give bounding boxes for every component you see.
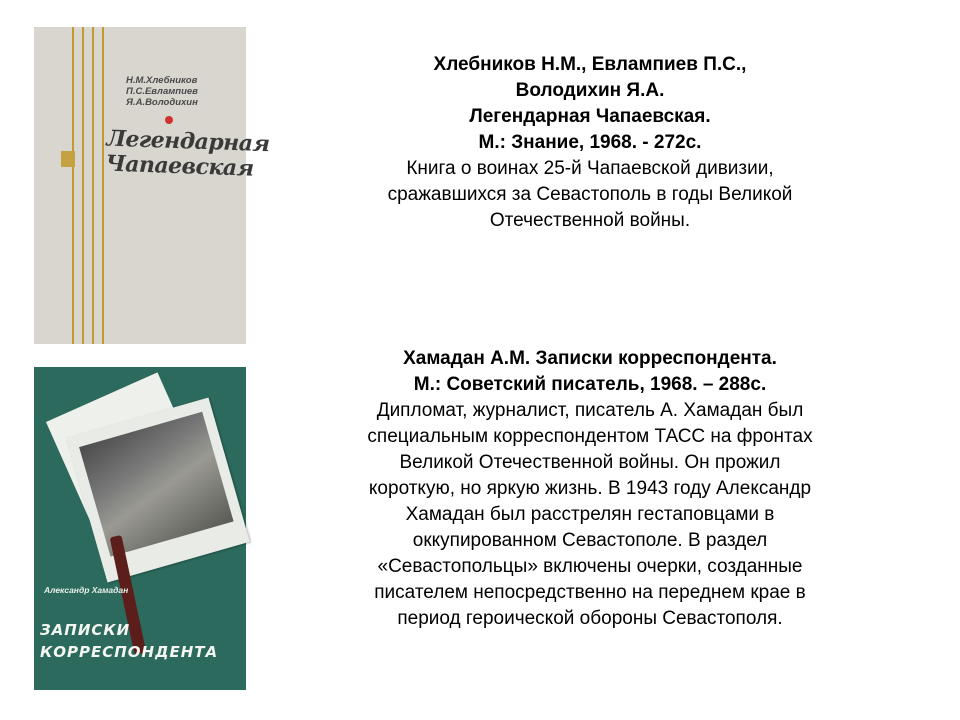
book-cover-legendarnaya-chapaevskaya (34, 27, 270, 344)
book-cover-zapiski-korrespondenta (34, 367, 246, 690)
bibliographic-line: Хлебников Н.М., Евлампиев П.С., (433, 54, 747, 75)
cover-author: П.С.Евлампиев (126, 86, 198, 97)
cover-title-line: КОРРЕСПОНДЕНТА (40, 643, 219, 661)
cover-title-line: ЗАПИСКИ (40, 621, 131, 639)
cover-stripe (102, 27, 104, 344)
cover-ornament (61, 151, 75, 167)
description-line: Книга о воинах 25-й Чапаевской дивизии, (406, 158, 774, 179)
bibliographic-line: Хамадан А.М. Записки корреспондента. (403, 348, 777, 369)
description-line: специальным корреспондентом ТАСС на фронтах (367, 426, 813, 447)
cover-author: Я.А.Володихин (126, 97, 198, 108)
cover-title-line: Легендарная (106, 125, 270, 158)
description-line: Дипломат, журналист, писатель А. Хамадан был (376, 400, 804, 421)
cover-stripe (72, 27, 74, 344)
description-line: период героической обороны Севастополя. (397, 608, 783, 629)
red-dot-icon (165, 116, 173, 124)
bibliographic-line: М.: Советский писатель, 1968. – 288с. (413, 374, 767, 395)
description-line: Великой Отечественной войны. Он прожил (399, 452, 781, 473)
description-line: Отечественной войны. (489, 210, 691, 231)
cover-stripe (82, 27, 84, 344)
cover-title (40, 619, 240, 663)
cover-authors (126, 75, 241, 108)
cover-author: Александр Хамадан (44, 585, 129, 595)
cover-title-line: Чапаевская (105, 150, 255, 182)
cover-author: Н.М.Хлебников (126, 75, 198, 86)
description-line: короткую, но яркую жизнь. В 1943 году Александр (368, 478, 812, 499)
cover-title (105, 125, 270, 182)
cover-stripe (92, 27, 94, 344)
description-line: писателем непосредственно на переднем крае в (374, 582, 806, 603)
description-line: оккупированном Севастополе. В раздел (412, 530, 768, 551)
book1-description (300, 52, 880, 234)
description-line: «Севастопольцы» включены очерки, созданные (377, 556, 803, 577)
bibliographic-line: Легендарная Чапаевская. (469, 106, 711, 127)
book2-description (300, 346, 880, 632)
description-line: сражавшихся за Севастополь в годы Великой (387, 184, 793, 205)
description-line: Хамадан был расстрелян гестаповцами в (405, 504, 775, 525)
bibliographic-line: М.: Знание, 1968. - 272с. (478, 132, 702, 153)
bibliographic-line: Володихин Я.А. (515, 80, 665, 101)
